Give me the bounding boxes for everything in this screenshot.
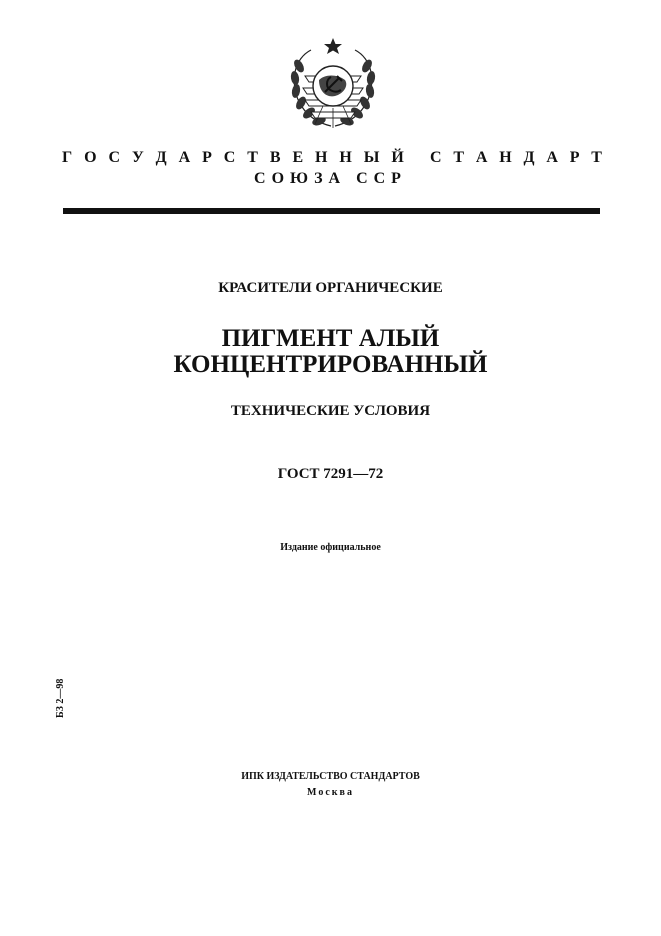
header-letter: У — [131, 149, 144, 166]
header-ussr: СОЮЗА ССР — [254, 170, 407, 187]
header-letter: Е — [292, 149, 304, 166]
header-letter: А — [178, 149, 191, 166]
header-letter: Т — [591, 149, 602, 166]
header-letter: О — [84, 149, 97, 166]
header-word-standard — [430, 149, 602, 167]
publisher: ИПК ИЗДАТЕЛЬСТВО СТАНДАРТОВ — [241, 771, 420, 782]
header-letter: Н — [315, 149, 328, 166]
header-letter: С — [108, 149, 121, 166]
header-divider — [63, 208, 600, 214]
document-category: КРАСИТЕЛИ ОРГАНИЧЕСКИЕ — [218, 280, 443, 296]
header-letter: Н — [499, 149, 512, 166]
header-word-state — [62, 149, 404, 167]
header-letter: Д — [523, 149, 535, 166]
header-letter: С — [430, 149, 442, 166]
ussr-emblem-icon — [285, 36, 381, 134]
header-letter: Д — [155, 149, 167, 166]
document-subtitle: ТЕХНИЧЕСКИЕ УСЛОВИЯ — [230, 403, 431, 419]
header-letter: А — [546, 149, 558, 166]
header-letter: В — [269, 149, 281, 166]
standard-number: ГОСТ 7291—72 — [277, 466, 384, 482]
header-state-standard — [62, 149, 602, 167]
header-letter: Н — [339, 149, 352, 166]
header-letter: Т — [247, 149, 258, 166]
header-letter: С — [223, 149, 236, 166]
header-letter: Й — [391, 149, 404, 166]
header-letter: Т — [453, 149, 465, 166]
header-letter: Р — [202, 149, 212, 166]
document-title-line2: КОНЦЕНТРИРОВАННЫЙ — [173, 351, 488, 378]
header-letter: Ы — [363, 149, 380, 166]
edition-note: Издание официальное — [280, 542, 381, 553]
header-letter: Р — [569, 149, 580, 166]
header-letter: А — [475, 149, 488, 166]
header-letter: Г — [62, 149, 73, 166]
document-title-line1: ПИГМЕНТ АЛЫЙ — [221, 325, 440, 352]
side-code: БЗ 2—98 — [55, 678, 66, 718]
publisher-city: Москва — [307, 787, 354, 798]
